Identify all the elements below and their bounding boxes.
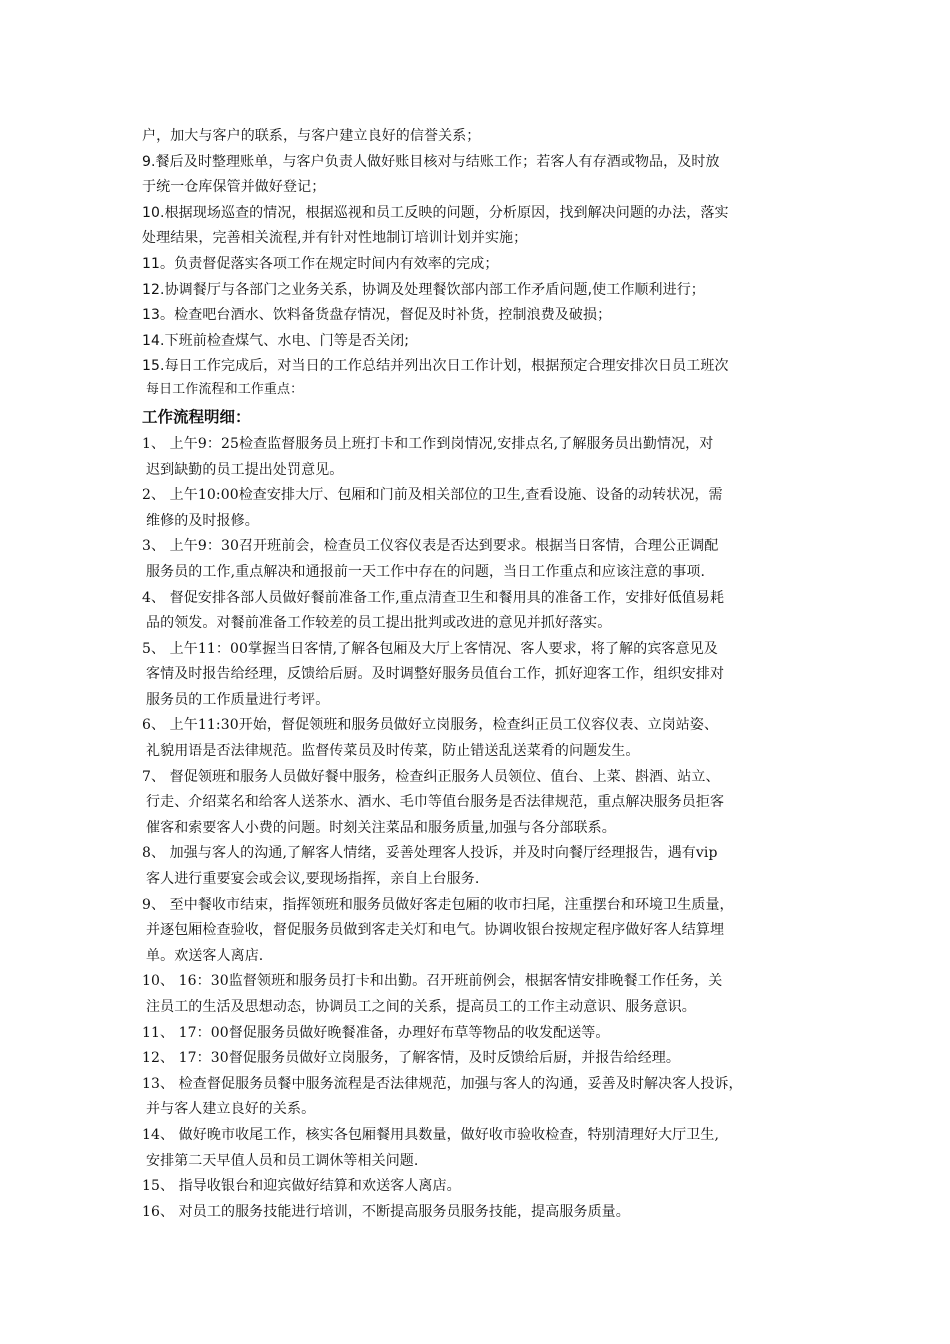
- intro-line-7: 13。检查吧台酒水、饮料备货盘存情况，督促及时补货，控制浪费及破损；: [142, 307, 612, 324]
- flow-line-21: 10、 16：30监督领班和服务员打卡和出勤。召开班前例会，根据客情安排晚餐工作任务，关: [142, 973, 723, 990]
- flow-line-13: 7、 督促领班和服务人员做好餐中服务，检查纠正服务人员领位、值台、上菜、斟酒、站立、: [142, 768, 720, 785]
- flow-line-26: 并与客人建立良好的关系。: [146, 1101, 316, 1118]
- flow-line-10: 服务员的工作质量进行考评。: [146, 691, 330, 708]
- document-body: [142, 124, 822, 1225]
- intro-line-0: 户，加大与客户的联系，与客户建立良好的信誉关系；: [142, 128, 481, 144]
- flow-line-18: 9、 至中餐收市结束，指挥领班和服务员做好客走包厢的收市扫尾，注重摆台和环境卫生质量，: [142, 896, 734, 913]
- intro-line-4: 处理结果，完善相关流程,并有针对性地制订培训计划并实施；: [142, 230, 528, 247]
- section-heading: 工作流程明细：: [142, 407, 251, 426]
- flow-line-12: 礼貌用语是否法律规范。监督传菜员及时传菜，防止错送乱送菜肴的问题发生。: [146, 743, 640, 760]
- flow-line-8: 5、 上午11：00掌握当日客情,了解各包厢及大厅上客情况、客人要求，将了解的宾客意见及: [142, 640, 718, 657]
- flow-line-9: 客情及时报告给经理，反馈给后厨。及时调整好服务员值台工作，抓好迎客工作，组织安排对: [146, 666, 725, 683]
- flow-line-16: 8、 加强与客人的沟通,了解客人情绪，妥善处理客人投诉，并及时向餐厅经理报告，遇有vip: [142, 845, 718, 862]
- flow-line-5: 服务员的工作,重点解决和通报前一天工作中存在的问题，当日工作重点和应该注意的事项.: [146, 563, 705, 580]
- flow-line-22: 注员工的生活及思想动态，协调员工之间的关系，提高员工的工作主动意识、服务意识。: [146, 999, 696, 1015]
- intro-section: [142, 124, 822, 400]
- flow-line-15: 催客和索要客人小费的问题。时刻关注菜品和服务质量,加强与各分部联系。: [146, 819, 616, 836]
- flow-line-19: 并逐包厢检查验收，督促服务员做到客走关灯和电气。协调收银台按规定程序做好客人结算埋: [146, 922, 725, 939]
- flow-line-1: 迟到缺勤的员工提出处罚意见。: [146, 461, 344, 478]
- flow-line-24: 12、 17：30督促服务员做好立岗服务，了解客情，及时反馈给后厨，并报告给经理。: [142, 1050, 680, 1067]
- flow-line-29: 15、 指导收银台和迎宾做好结算和欢送客人离店。: [142, 1178, 461, 1195]
- intro-tail: 每日工作流程和工作重点：: [146, 381, 304, 397]
- flow-line-28: 安排第二天早值人员和员工调休等相关问题.: [146, 1152, 419, 1169]
- intro-line-9: 15.每日工作完成后，对当日的工作总结并列出次日工作计划，根据预定合理安排次日员工班次: [142, 358, 729, 375]
- intro-line-6: 12.协调餐厅与各部门之业务关系，协调及处理餐饮部内部工作矛盾问题,使工作顺利进行；: [142, 281, 705, 298]
- flow-line-2: 2、 上午10:00检查安排大厅、包厢和门前及相关部位的卫生,查看设施、设备的动转状况，需: [142, 487, 723, 504]
- flow-line-14: 行走、介绍菜名和给客人送茶水、酒水、毛巾等值台服务是否法律规范，重点解决服务员拒客: [146, 794, 725, 811]
- intro-line-2: 于统一仓库保管并做好登记；: [142, 179, 326, 196]
- intro-line-3: 10.根据现场巡查的情况，根据巡视和员工反映的问题，分析原因，找到解决问题的办法，落实: [142, 204, 729, 221]
- flow-line-0: 1、 上午9：25检查监督服务员上班打卡和工作到岗情况,安排点名,了解服务员出勤情况，对: [142, 435, 714, 452]
- intro-line-5: 11。负责督促落实各项工作在规定时间内有效率的完成；: [142, 255, 499, 272]
- flow-line-23: 11、 17：00督促服务员做好晚餐准备，办理好布草等物品的收发配送等。: [142, 1024, 610, 1041]
- flow-line-27: 14、 做好晚市收尾工作，核实各包厢餐用具数量，做好收市验收检查，特别清理好大厅卫生,: [142, 1126, 720, 1143]
- flow-line-20: 单。欢送客人离店.: [146, 947, 264, 964]
- intro-line-1: 9.餐后及时整理账单，与客户负责人做好账目核对与结账工作；若客人有存酒或物品，及时放: [142, 153, 720, 170]
- flow-line-11: 6、 上午11:30开始，督促领班和服务员做好立岗服务，检查纠正员工仪容仪表、立岗站姿、: [142, 717, 719, 734]
- flow-line-25: 13、 检查督促服务员餐中服务流程是否法律规范，加强与客人的沟通，妥善及时解决客人投诉，: [142, 1075, 743, 1092]
- flow-line-17: 客人进行重要宴会或会议,要现场指挥，亲自上台服务.: [146, 871, 480, 888]
- flow-line-4: 3、 上午9：30召开班前会，检查员工仪容仪表是否达到要求。根据当日客情，合理公正调配: [142, 538, 719, 555]
- workflow-list: [142, 432, 822, 1225]
- flow-line-30: 16、 对员工的服务技能进行培训，不断提高服务员服务技能，提高服务质量。: [142, 1203, 630, 1220]
- flow-line-3: 维修的及时报修。: [146, 512, 259, 529]
- flow-line-7: 品的领发。对餐前准备工作较差的员工提出批判或改进的意见并抓好落实。: [146, 615, 612, 632]
- flow-line-6: 4、 督促安排各部人员做好餐前准备工作,重点清查卫生和餐用具的准备工作，安排好低值易耗: [142, 589, 725, 606]
- intro-line-8: 14.下班前检查煤气、水电、门等是否关闭;: [142, 332, 410, 349]
